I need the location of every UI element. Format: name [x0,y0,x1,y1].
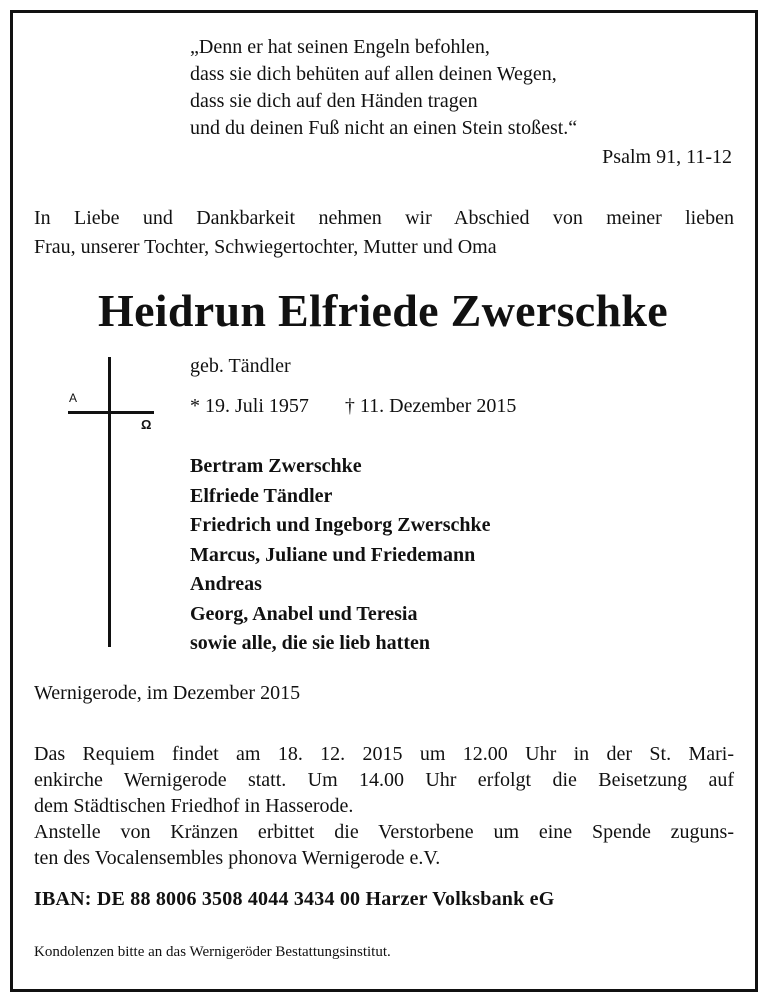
mourner-line: Bertram Zwerschke [190,455,362,477]
condolences-note: Kondolenzen bitte an das Wernigeröder Bestattungsinstitut. [34,944,391,960]
iban-line: IBAN: DE 88 8006 3508 4044 3434 00 Harzer Volksbank eG [34,888,555,910]
quote-line: dass sie dich auf den Händen tragen [190,90,478,112]
info-line: ten des Vocalensembles phonova Wernigerode e.V. [34,847,441,869]
service-info [34,741,734,871]
alpha-symbol: A [69,391,78,405]
mourner-line: Andreas [190,573,262,595]
info-line: Das Requiem findet am 18. 12. 2015 um 12.00 Uhr in der St. Mari- [34,743,734,765]
life-dates [190,395,516,418]
place-and-date: Wernigerode, im Dezember 2015 [34,682,301,704]
mourners-list [190,452,491,659]
info-line: enkirche Wernigerode statt. Um 14.00 Uhr erfolgt die Beisetzung auf [34,769,734,791]
maiden-name: geb. Tändler [190,355,291,377]
intro-line: Frau, unserer Tochter, Schwiegertochter, Mutter und Oma [34,236,497,258]
mourner-line: Georg, Anabel und Teresia [190,602,418,625]
death-date: † 11. Dezember 2015 [344,395,517,417]
quote-line: „Denn er hat seinen Engeln befohlen, [190,36,490,58]
omega-symbol: Ω [141,417,152,432]
mourner-line: Elfriede Tändler [190,484,333,507]
quote-line: und du deinen Fuß nicht an einen Stein stoßest.“ [190,117,578,139]
quote-line: dass sie dich behüten auf allen deinen Wegen, [190,63,557,85]
info-line: dem Städtischen Friedhof in Hasserode. [34,795,354,817]
quote-source: Psalm 91, 11-12 [602,146,732,168]
info-line: Anstelle von Kränzen erbittet die Verstorbene um eine Spende zuguns- [34,821,734,843]
mourner-line: sowie alle, die sie lieb hatten [190,632,430,654]
intro-text [34,204,734,262]
birth-date: * 19. Juli 1957 [190,395,309,417]
deceased-name: Heidrun Elfriede Zwerschke [98,285,668,336]
intro-line: In Liebe und Dankbarkeit nehmen wir Abschied von meiner lieben [34,207,734,229]
mourner-line: Friedrich und Ingeborg Zwerschke [190,514,491,536]
cross-horizontal-bar [68,411,154,414]
psalm-quote [190,34,577,142]
cross-vertical-bar [108,357,111,647]
mourner-line: Marcus, Juliane und Friedemann [190,543,476,566]
